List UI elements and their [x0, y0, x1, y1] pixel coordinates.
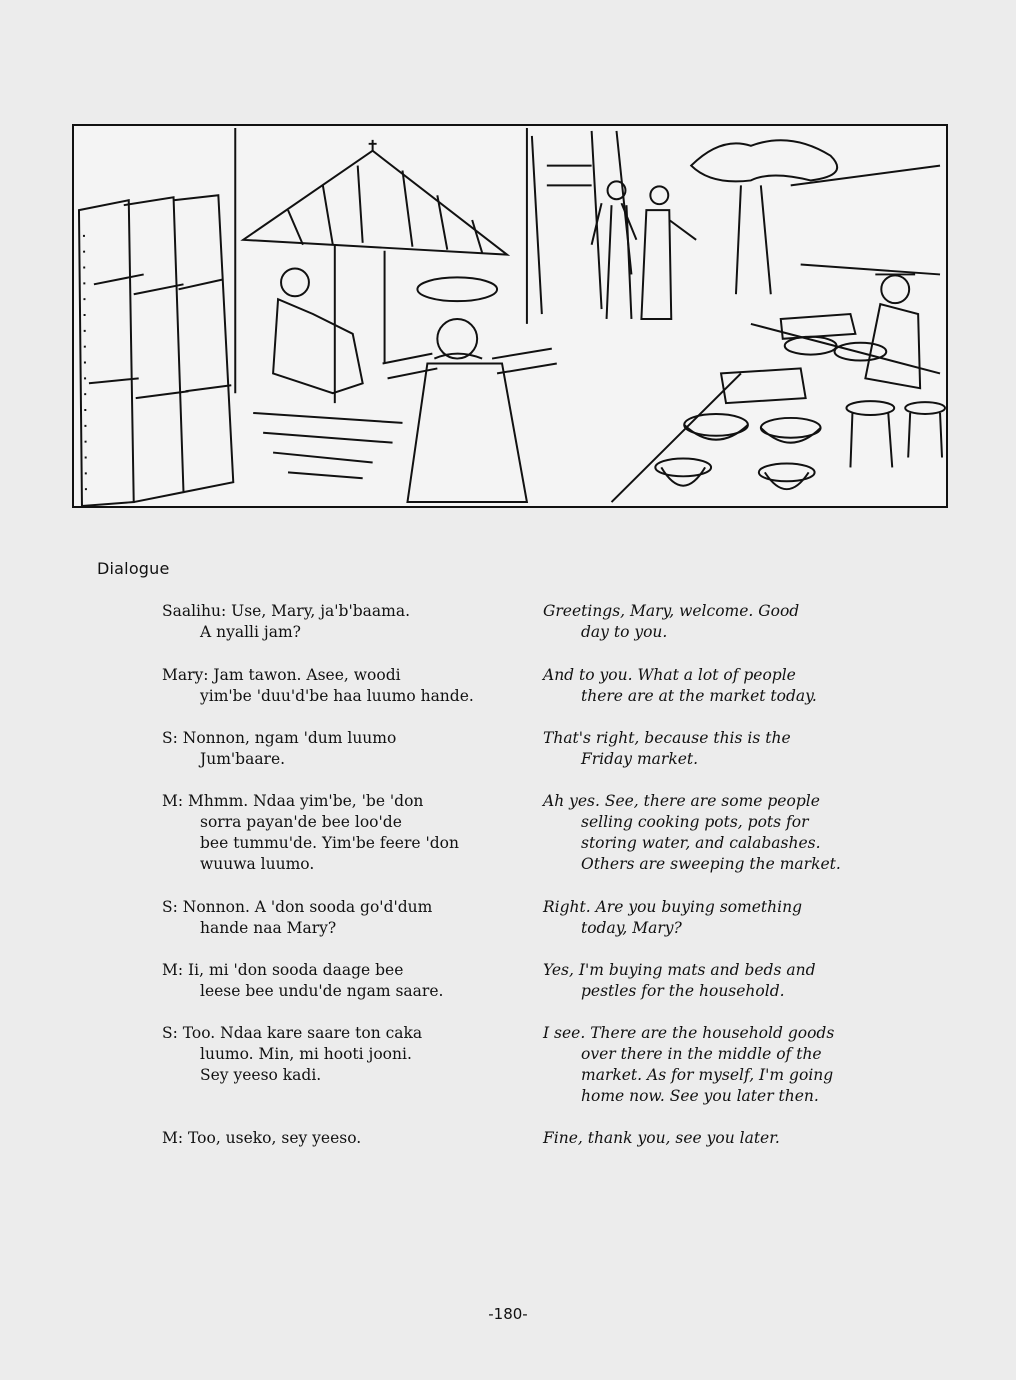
translation-line: Fine, thank you, see you later. [543, 1129, 780, 1147]
speaker-text [162, 728, 532, 770]
dialogue-line: Saalihu: Use, Mary, ja'b'baama. [162, 602, 411, 620]
translation-line: storing water, and calabashes. [581, 834, 821, 852]
translation-line: day to you. [581, 623, 668, 641]
speaker-text [162, 897, 532, 939]
translation-line: Ah yes. See, there are some people [543, 792, 820, 810]
translation-line: Friday market. [581, 750, 699, 768]
translation-line: Greetings, Mary, welcome. Good [543, 602, 800, 620]
dialogue-line: yim'be 'duu'd'be haa luumo hande. [200, 687, 474, 705]
translation-line: Others are sweeping the market. [581, 855, 841, 873]
translation-text [543, 1128, 943, 1149]
dialogue-line: Jum'baare. [200, 750, 286, 768]
translation-line: there are at the market today. [581, 687, 817, 705]
section-heading: Dialogue [97, 559, 170, 578]
speaker-text [162, 665, 532, 707]
dialogue-line: hande naa Mary? [200, 919, 337, 937]
dialogue-line: Sey yeeso kadi. [200, 1066, 322, 1084]
translation-line: over there in the middle of the [581, 1045, 822, 1063]
translation-text [543, 897, 943, 939]
translation-text [543, 601, 943, 643]
dialogue-line: luumo. Min, mi hooti jooni. [200, 1045, 412, 1063]
dialogue-line: leese bee undu'de ngam saare. [200, 982, 444, 1000]
speaker-text [162, 960, 532, 1002]
dialogue-line: Mary: Jam tawon. Asee, woodi [162, 666, 401, 684]
translation-line: market. As for myself, I'm going [581, 1066, 834, 1084]
dialogue-line: M: Mhmm. Ndaa yim'be, 'be 'don [162, 792, 424, 810]
translation-line: home now. See you later then. [581, 1087, 819, 1105]
translation-line: Right. Are you buying something [543, 898, 802, 916]
dialogue-line: S: Too. Ndaa kare saare ton caka [162, 1024, 423, 1042]
translation-text [543, 728, 943, 770]
translation-line: selling cooking pots, pots for [581, 813, 809, 831]
translation-text [543, 665, 943, 707]
translation-line: And to you. What a lot of people [543, 666, 796, 684]
translation-text [543, 1023, 943, 1107]
translation-line: today, Mary? [581, 919, 682, 937]
speaker-text [162, 601, 532, 643]
speaker-text [162, 1023, 532, 1086]
dialogue-line: sorra payan'de bee loo'de [200, 813, 402, 831]
translation-line: That's right, because this is the [543, 729, 791, 747]
dialogue-line: bee tummu'de. Yim'be feere 'don [200, 834, 459, 852]
dialogue-line: M: Ii, mi 'don sooda daage bee [162, 961, 404, 979]
translation-line: pestles for the household. [581, 982, 785, 1000]
speaker-text [162, 1128, 532, 1149]
translation-text [543, 960, 943, 1002]
dialogue-line: S: Nonnon. A 'don sooda go'd'dum [162, 898, 433, 916]
translation-text [543, 791, 943, 875]
market-scene-illustration [72, 124, 948, 508]
translation-line: I see. There are the household goods [543, 1024, 835, 1042]
speaker-text [162, 791, 532, 875]
dialogue-line: S: Nonnon, ngam 'dum luumo [162, 729, 397, 747]
dialogue-line: A nyalli jam? [200, 623, 301, 641]
page-number: -180- [488, 1305, 528, 1323]
translation-line: Yes, I'm buying mats and beds and [543, 961, 816, 979]
dialogue-line: M: Too, useko, sey yeeso. [162, 1129, 362, 1147]
market-drawing [74, 126, 946, 506]
dialogue-line: wuuwa luumo. [200, 855, 315, 873]
